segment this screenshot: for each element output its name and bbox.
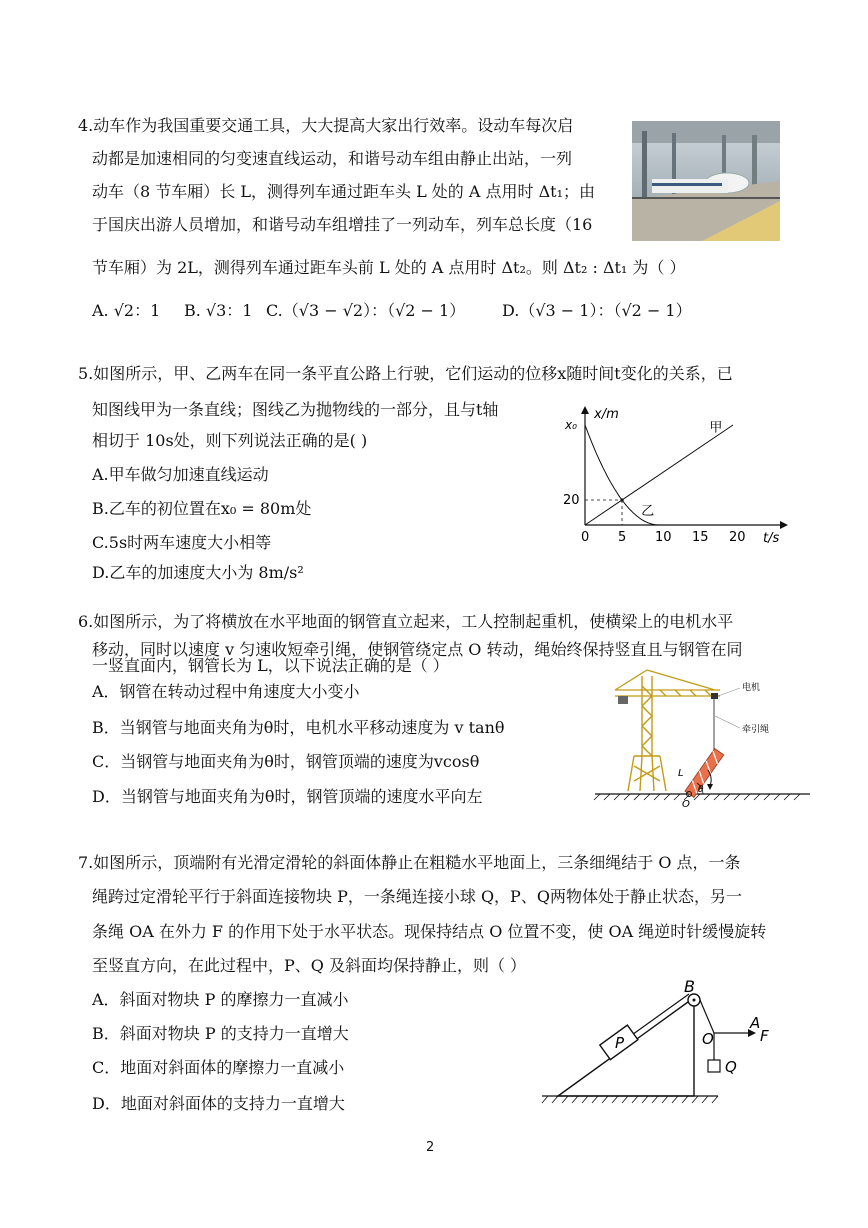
q4-option-d: D.（√3 − 1）：（√2 − 1） xyxy=(502,301,692,320)
label-o: O xyxy=(702,1030,714,1048)
x-tick-label-0: 0 xyxy=(581,530,590,545)
x-tick-label-20: 20 xyxy=(729,530,746,545)
ground-hatch xyxy=(594,794,800,800)
t-axis-arrow xyxy=(780,521,788,529)
q6-option-c: C．当钢管与地面夹角为θ时，钢管顶端的速度为vcosθ xyxy=(92,752,480,771)
q7-option-b: B．斜面对物块 P 的支持力一直增大 xyxy=(92,1024,349,1043)
label-f: F xyxy=(760,1027,769,1045)
q4-line-4: 于国庆出游人员增加，和谐号动车组增挂了一列动车，列车总长度（16 xyxy=(92,215,593,234)
y-tick-label-x0: x₀ xyxy=(565,418,577,432)
q7-option-c: C．地面对斜面体的摩擦力一直减小 xyxy=(92,1058,345,1077)
rope-label: 牵引绳 xyxy=(742,725,770,735)
incline-rope xyxy=(629,994,689,1037)
train-photo xyxy=(632,121,780,241)
q5-line-3: 相切于 10s处，则下列说法正确的是( ) xyxy=(92,431,368,450)
q6-option-a: A．钢管在转动过程中角速度大小变小 xyxy=(92,682,360,701)
q4-line-5: 节车厢）为 2L，测得列车通过距车头前 L 处的 A 点用时 Δt₂。则 Δt₂ : Δt₁ 为（ ） xyxy=(92,258,686,277)
q5-option-b: B.乙车的初位置在x₀ = 80m处 xyxy=(92,499,312,518)
q7-option-d: D．地面对斜面体的支持力一直增大 xyxy=(92,1094,345,1113)
y-tick-label-20: 20 xyxy=(563,493,580,508)
label-b: B xyxy=(684,977,695,996)
counterweight xyxy=(618,696,628,704)
crane-tower xyxy=(628,676,666,791)
crane-jib xyxy=(615,670,720,696)
incline-figure xyxy=(536,976,796,1112)
xt-graph xyxy=(560,400,790,550)
q7-line-1: 7.如图所示，顶端附有光滑定滑轮的斜面体静止在粗糙水平地面上，三条细绳结于 O 点，一条 xyxy=(78,853,741,872)
q5-option-c: C.5s时两车速度大小相等 xyxy=(92,533,272,552)
x-tick-label-5: 5 xyxy=(618,530,627,545)
ball-q xyxy=(708,1060,720,1072)
x-tick-label-10: 10 xyxy=(655,530,672,545)
q6-option-d: D．当钢管与地面夹角为θ时，钢管顶端的速度水平向左 xyxy=(92,787,483,806)
q6-line-1: 6.如图所示，为了将横放在水平地面的钢管直立起来，工人控制起重机，使横梁上的电机水平 xyxy=(78,612,734,631)
pipe-length-label: L xyxy=(678,768,684,779)
q7-line-2: 绳跨过定滑轮平行于斜面连接物块 P，一条绳连接小球 Q，P、Q两物体处于静止状态，另一 xyxy=(92,887,742,906)
q5-option-d: D.乙车的加速度大小为 8m/s² xyxy=(92,563,304,582)
x-axis-arrow xyxy=(581,406,589,414)
y-axis-label: x/m xyxy=(594,407,619,422)
motor-box xyxy=(711,693,718,699)
crane-figure xyxy=(590,666,820,811)
q7-option-a: A．斜面对物块 P 的摩擦力一直减小 xyxy=(92,990,349,1009)
page-number: 2 xyxy=(426,1140,435,1155)
motor-label: 电机 xyxy=(742,683,761,693)
q5-line-1: 5.如图所示，甲、乙两车在同一条平直公路上行驶，它们运动的位移x随时间t变化的关系，已 xyxy=(78,364,733,383)
q6-line-2: 移动，同时以速度 v 匀速收短牵引绳，使钢管绕定点 O 转动，绳始终保持竖直且与钢管在同 xyxy=(92,640,743,659)
q4-option-c: C.（√3 − √2）：（√2 − 1） xyxy=(266,301,466,320)
q4-line-3: 动车（8 节车厢）长 L，测得列车通过距车头 L 处的 A 点用时 Δt₁；由 xyxy=(92,182,595,201)
q7-line-3: 条绳 OA 在外力 F 的作用下处于水平状态。现保持结点 O 位置不变，使 OA 绳逆时针缓慢旋转 xyxy=(92,922,767,941)
rope-to-o xyxy=(700,1000,714,1033)
q6-line-3: 一竖直面内，钢管长为 L，以下说法正确的是（ ） xyxy=(92,656,449,675)
q4-option-b: B. √3：1 xyxy=(184,301,253,320)
x-tick-label-15: 15 xyxy=(692,530,709,545)
q4-line-1: 4.动车作为我国重要交通工具，大大提高大家出行效率。设动车每次启 xyxy=(78,116,574,135)
q6-option-b: B．当钢管与地面夹角为θ时，电机水平移动速度为 v tanθ xyxy=(92,718,505,737)
label-a: A xyxy=(750,1014,761,1032)
q5-line-2: 知图线甲为一条直线；图线乙为抛物线的一部分，且与t轴 xyxy=(92,400,499,419)
steel-pipe xyxy=(685,749,724,798)
ground-hatch xyxy=(542,1096,718,1103)
label-q: Q xyxy=(725,1058,737,1076)
q4-line-2: 动都是加速相同的匀变速直线运动，和谐号动车组由静止出站，一列 xyxy=(92,149,573,168)
pivot-label: O xyxy=(682,799,690,810)
q7-line-4: 至竖直方向，在此过程中，P、Q 及斜面均保持静止，则（ ） xyxy=(92,956,527,975)
intersection-point xyxy=(620,498,623,501)
series-label-yi: 乙 xyxy=(641,504,655,519)
x-axis-label: t/s xyxy=(763,531,780,546)
q5-option-a: A.甲车做匀加速直线运动 xyxy=(92,465,269,484)
q4-option-a: A. √2：1 xyxy=(92,301,161,320)
theta-label: θ xyxy=(698,785,704,795)
label-p: P xyxy=(615,1034,625,1052)
series-label-jia: 甲 xyxy=(709,420,723,436)
